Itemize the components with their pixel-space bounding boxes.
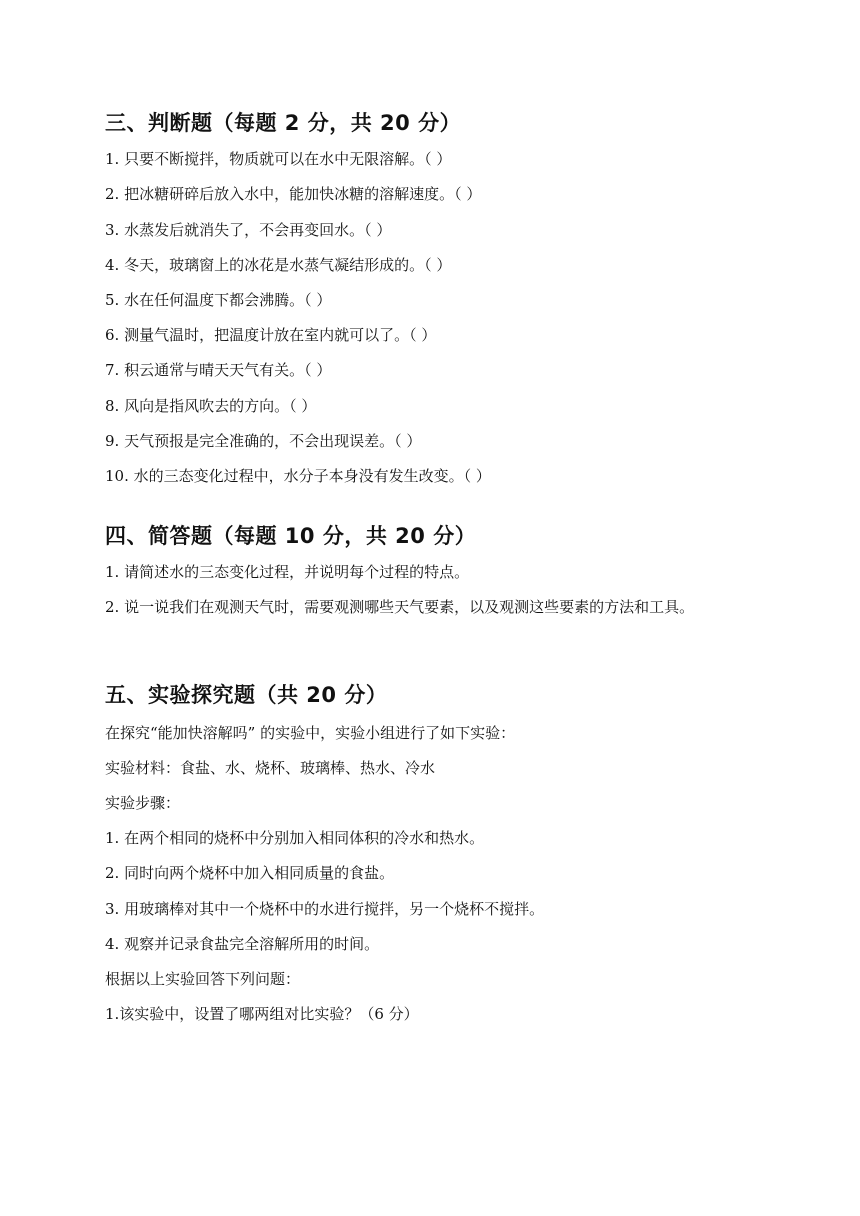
experiment-prompt: 根据以上实验回答下列问题： (105, 970, 301, 988)
experiment-question-1: 1.该实验中，设置了哪两组对比实验？（6 分） (105, 1005, 419, 1023)
tf-question-10: 10. 水的三态变化过程中，水分子本身没有发生改变。（ ） (105, 467, 491, 485)
tf-question-2: 2. 把冰糖研碎后放入水中，能加快冰糖的溶解速度。（ ） (105, 185, 482, 203)
tf-question-7: 7. 积云通常与晴天天气有关。（ ） (105, 361, 332, 379)
tf-question-5: 5. 水在任何温度下都会沸腾。（ ） (105, 291, 332, 309)
experiment-intro: 在探究“能加快溶解吗” 的实验中，实验小组进行了如下实验： (105, 724, 516, 742)
tf-question-9: 9. 天气预报是完全准确的，不会出现误差。（ ） (105, 432, 422, 450)
experiment-step-4: 4. 观察并记录食盐完全溶解所用的时间。 (105, 935, 380, 953)
section-3-title: 三、判断题（每题 2 分，共 20 分） (105, 111, 462, 135)
tf-question-8: 8. 风向是指风吹去的方向。（ ） (105, 397, 317, 415)
experiment-materials: 实验材料：食盐、水、烧杯、玻璃棒、热水、冷水 (105, 759, 436, 777)
section-4-title: 四、简答题（每题 10 分，共 20 分） (105, 524, 477, 548)
section-5-title: 五、实验探究题（共 20 分） (105, 683, 388, 707)
tf-question-6: 6. 测量气温时，把温度计放在室内就可以了。（ ） (105, 326, 437, 344)
short-answer-question-1: 1. 请简述水的三态变化过程，并说明每个过程的特点。 (105, 563, 470, 581)
experiment-step-1: 1. 在两个相同的烧杯中分别加入相同体积的冷水和热水。 (105, 829, 485, 847)
tf-question-1: 1. 只要不断搅拌，物质就可以在水中无限溶解。（ ） (105, 150, 452, 168)
short-answer-question-2: 2. 说一说我们在观测天气时，需要观测哪些天气要素，以及观测这些要素的方法和工具。 (105, 598, 695, 616)
tf-question-3: 3. 水蒸发后就消失了，不会再变回水。（ ） (105, 221, 392, 239)
experiment-step-3: 3. 用玻璃棒对其中一个烧杯中的水进行搅拌，另一个烧杯不搅拌。 (105, 900, 545, 918)
experiment-steps-label: 实验步骤： (105, 794, 181, 812)
experiment-step-2: 2. 同时向两个烧杯中加入相同质量的食盐。 (105, 864, 395, 882)
tf-question-4: 4. 冬天，玻璃窗上的冰花是水蒸气凝结形成的。（ ） (105, 256, 452, 274)
